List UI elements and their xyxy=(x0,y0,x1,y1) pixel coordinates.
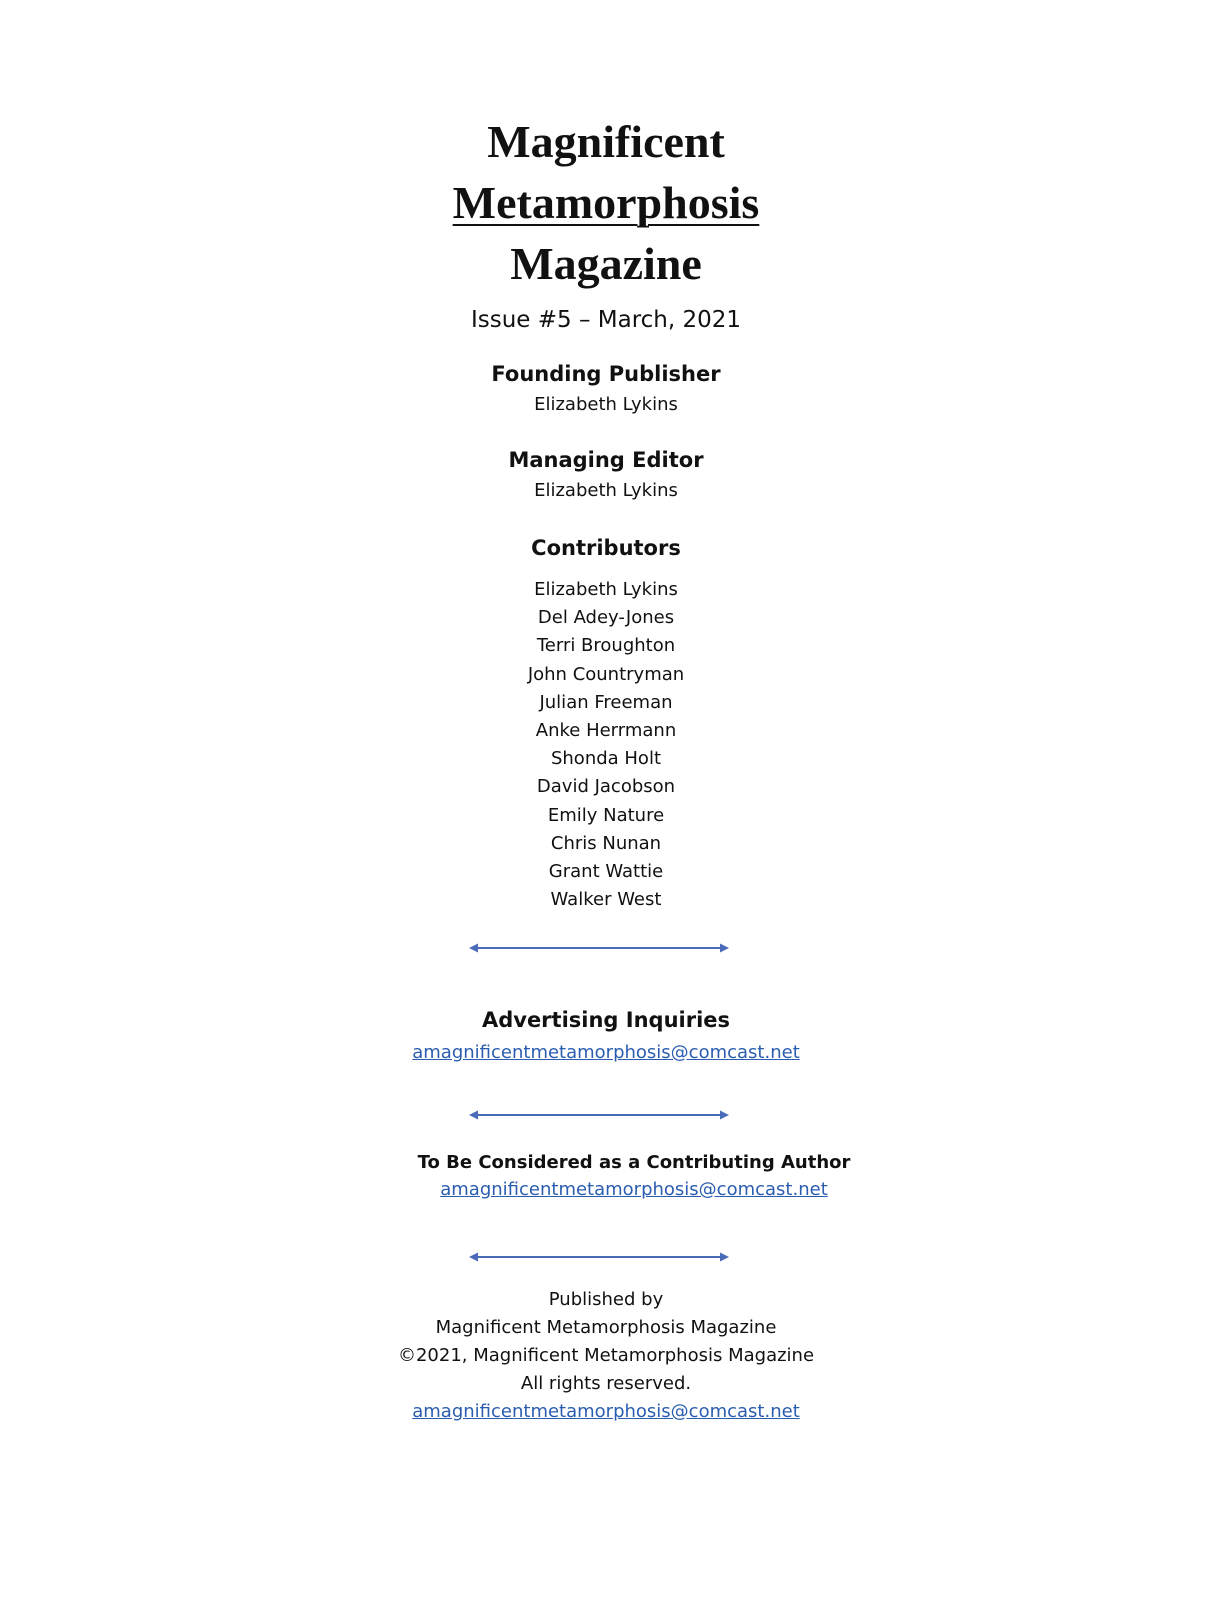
footer-email-link[interactable]: amagnificentmetamorphosis@comcast.net xyxy=(412,1401,800,1422)
founding-publisher-name: Elizabeth Lykins xyxy=(534,394,678,415)
contributor-name: John Countryman xyxy=(527,663,685,685)
contributor-name: Shonda Holt xyxy=(550,748,662,770)
copyright-notice: ©2021, Magnificent Metamorphosis Magazine xyxy=(397,1345,815,1366)
founding-publisher-heading: Founding Publisher xyxy=(491,362,721,386)
contributor-name: Walker West xyxy=(550,889,662,911)
contributor-name: Anke Herrmann xyxy=(535,719,677,741)
footer-email-row xyxy=(0,1400,1212,1424)
managing-editor-heading: Managing Editor xyxy=(508,448,704,472)
contributor-name: Elizabeth Lykins xyxy=(534,579,678,600)
title-line-2 xyxy=(0,175,1212,231)
issue-date: Issue #5 – March, 2021 xyxy=(470,307,742,333)
advertising-heading: Advertising Inquiries xyxy=(481,1008,731,1032)
contributor-name: Terri Broughton xyxy=(536,635,676,657)
advertising-email-row xyxy=(0,1041,1212,1065)
contributors-heading: Contributors xyxy=(531,536,681,560)
contributor-name: David Jacobson xyxy=(536,776,676,798)
published-by-label: Published by xyxy=(548,1289,664,1310)
contributing-author-email-row xyxy=(28,1178,1212,1202)
contributors-list xyxy=(0,576,1212,914)
double-arrow-divider-2 xyxy=(469,1109,729,1121)
title-line-2-text: Metamorphosis xyxy=(452,177,760,228)
contributing-author-heading: To Be Considered as a Contributing Author xyxy=(417,1152,851,1173)
advertising-email-link[interactable]: amagnificentmetamorphosis@comcast.net xyxy=(412,1042,800,1063)
rights-notice: All rights reserved. xyxy=(520,1373,692,1394)
double-arrow-divider-3 xyxy=(469,1251,729,1263)
title-line-1: Magnificent xyxy=(487,116,725,167)
title-line-3: Magazine xyxy=(510,238,702,289)
contributor-name: Del Adey-Jones xyxy=(537,607,675,629)
contributor-name: Emily Nature xyxy=(547,804,665,826)
double-arrow-divider-1 xyxy=(469,942,729,954)
managing-editor-name: Elizabeth Lykins xyxy=(534,480,678,501)
contributor-name: Julian Freeman xyxy=(539,691,673,713)
contributor-name: Chris Nunan xyxy=(550,832,662,854)
contributing-author-email-link[interactable]: amagnificentmetamorphosis@comcast.net xyxy=(440,1179,828,1200)
publisher-name: Magnificent Metamorphosis Magazine xyxy=(435,1317,777,1338)
contributor-name: Grant Wattie xyxy=(548,860,664,882)
